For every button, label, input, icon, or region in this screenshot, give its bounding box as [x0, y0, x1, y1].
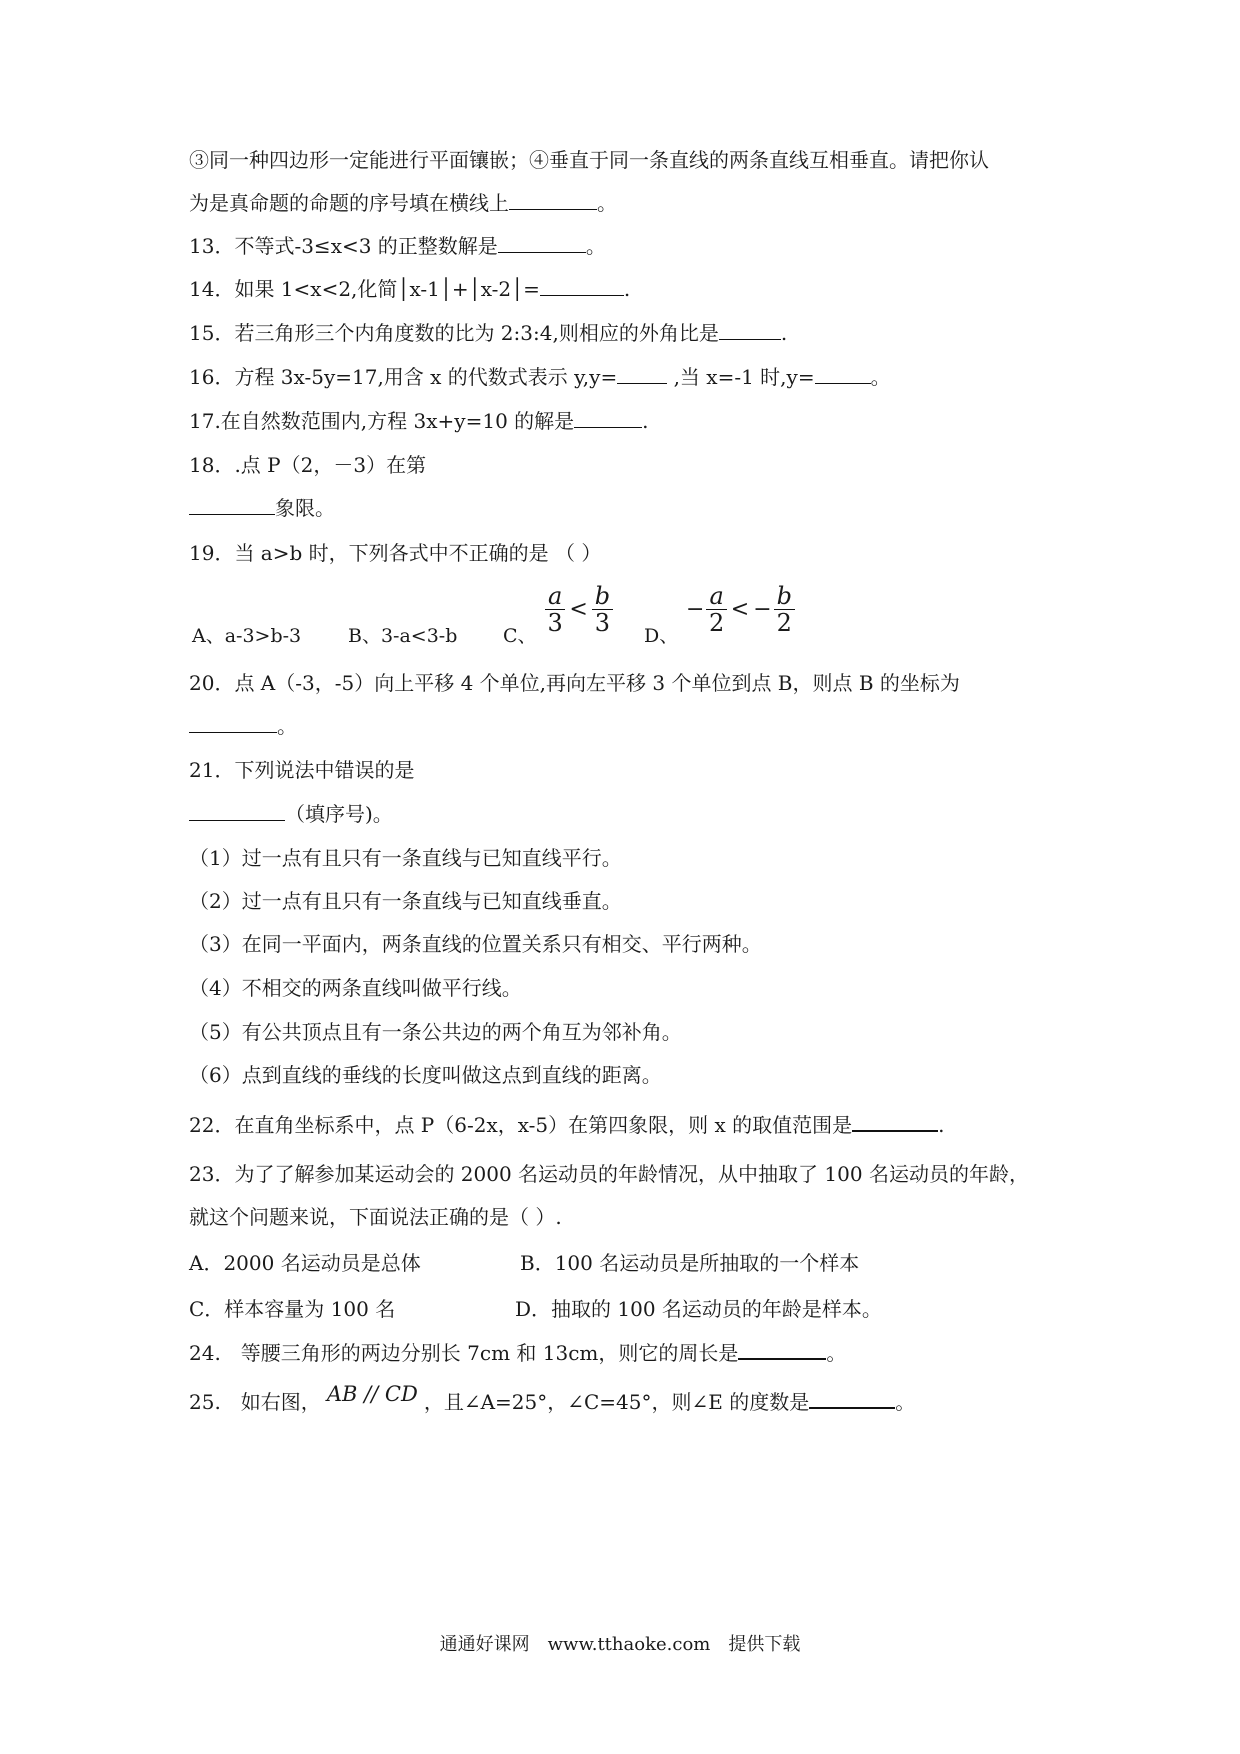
q21-item-1	[189, 844, 622, 872]
q23-option-d[interactable]	[515, 1295, 882, 1323]
q16	[189, 363, 891, 391]
q19-d-minus-1: −	[686, 597, 705, 622]
q21-item-6-text: （6）点到直线的垂线的长度叫做这点到直线的距离。	[189, 1063, 662, 1087]
q16-answer-blank-2[interactable]	[815, 365, 871, 384]
q12-line2-end: 。	[597, 191, 617, 215]
q20-end: 。	[277, 714, 297, 738]
q19-d-frac-b	[774, 583, 795, 636]
q17-text: 17.在自然数范围内,方程 3x+y=10 的解是	[189, 409, 575, 433]
q21-item-4	[189, 974, 522, 1002]
q19-c-relation: <	[569, 597, 588, 622]
q19-d-frac-a	[706, 583, 726, 636]
q21-text: 21．下列说法中错误的是	[189, 758, 415, 782]
q19-option-c-text: C、	[503, 625, 537, 647]
footer-text: 通通好课网 www.tthaoke.com 提供下载	[439, 1634, 801, 1655]
q18-answer-blank[interactable]	[189, 496, 275, 515]
q24-text: 24. 等腰三角形的两边分别长 7cm 和 13cm，则它的周长是	[189, 1341, 739, 1365]
q19-d-num-a: a	[706, 583, 726, 610]
q21-item-3	[189, 930, 762, 958]
q19-c-num-a: a	[545, 583, 565, 610]
q19-option-b-label: B、3-a<3-b	[348, 625, 458, 647]
q24	[189, 1339, 846, 1367]
q13	[189, 232, 606, 260]
q24-answer-blank[interactable]	[738, 1340, 826, 1360]
q12-line1-text: ③同一种四边形一定能进行平面镶嵌；④垂直于同一条直线的两条直线互相垂直。请把你认	[189, 148, 989, 172]
q19-c-den-a: 3	[547, 609, 563, 637]
q21-line2	[189, 800, 393, 828]
q25-end: 。	[895, 1390, 916, 1414]
q18-end: 象限。	[275, 496, 335, 520]
q21-item-5	[189, 1018, 682, 1046]
q25-parallel-formula: AB // CD	[326, 1382, 418, 1406]
q17-answer-blank[interactable]	[574, 409, 642, 428]
q15-text: 15．若三角形三个内角度数的比为 2:3:4,则相应的外角比是	[189, 321, 719, 345]
q12-line1	[189, 146, 989, 174]
q18-line1	[189, 451, 426, 479]
q14-answer-blank[interactable]	[540, 277, 624, 296]
q19-option-c-label[interactable]	[503, 622, 537, 650]
q16-text: 16．方程 3x-5y=17,用含 x 的代数式表示 y,y=	[189, 365, 618, 389]
q19-option-a-label: A、a-3>b-3	[192, 625, 302, 647]
q18-line2	[189, 494, 335, 522]
q23-line1	[189, 1160, 1029, 1188]
q14-text: 14．如果 1<x<2,化简│x-1│+│x-2│=	[189, 277, 540, 301]
q21-item-5-text: （5）有公共顶点且有一条公共边的两个角互为邻补角。	[189, 1020, 682, 1044]
q20-line1	[189, 669, 960, 697]
q16-end: 。	[870, 365, 891, 389]
q22-end: .	[938, 1113, 945, 1137]
q25-rest: ，且∠A=25°，∠C=45°，则∠E 的度数是	[423, 1390, 810, 1414]
q13-end: 。	[585, 234, 606, 258]
q23-option-b-text: B．100 名运动员是所抽取的一个样本	[520, 1251, 860, 1275]
q21-item-3-text: （3）在同一平面内，两条直线的位置关系只有相交、平行两种。	[189, 932, 762, 956]
q21-answer-blank[interactable]	[189, 802, 285, 821]
q21-item-1-text: （1）过一点有且只有一条直线与已知直线平行。	[189, 846, 622, 870]
q25	[189, 1382, 916, 1416]
q19-c-frac-b	[592, 583, 613, 636]
q25-text: 25. 如右图，	[189, 1390, 321, 1414]
q19-text: 19．当 a>b 时，下列各式中不正确的是 （ ）	[189, 541, 602, 565]
q18-text: 18．.点 P（2，－3）在第	[189, 453, 427, 477]
q15	[189, 319, 787, 347]
q19-c-frac-a	[545, 583, 565, 636]
q23-option-c-text: C．样本容量为 100 名	[189, 1297, 396, 1321]
q20-text: 20．点 A（-3，-5）向上平移 4 个单位,再向左平移 3 个单位到点 B，则点 B 的坐标为	[189, 671, 960, 695]
q21-item-6	[189, 1061, 662, 1089]
q19	[189, 539, 601, 567]
q19-c-num-b: b	[592, 583, 613, 610]
page-footer	[0, 1630, 1240, 1656]
q19-d-den-b: 2	[776, 609, 792, 637]
q19-d-num-b: b	[774, 583, 795, 610]
q22-text: 22．在直角坐标系中，点 P（6-2x，x-5）在第四象限，则 x 的取值范围是	[189, 1113, 853, 1137]
q17	[189, 407, 649, 435]
q12-answer-blank[interactable]	[509, 191, 597, 210]
q21-end: （填序号)。	[285, 802, 393, 826]
q23-line2	[189, 1203, 562, 1231]
q12-line2-text: 为是真命题的命题的序号填在横线上	[189, 191, 509, 215]
q15-answer-blank[interactable]	[719, 321, 781, 340]
q12-line2	[189, 189, 617, 217]
q19-option-a[interactable]	[192, 622, 301, 650]
q20-answer-blank[interactable]	[189, 714, 277, 733]
q19-option-d-text: D、	[644, 625, 679, 647]
q19-option-d-formula	[686, 583, 795, 636]
q17-end: .	[642, 409, 649, 433]
q15-end: .	[780, 321, 788, 345]
q23-line2-text: 就这个问题来说，下面说法正确的是（ ）.	[189, 1205, 562, 1229]
q22-answer-blank[interactable]	[852, 1112, 938, 1132]
q16-answer-blank-1[interactable]	[617, 365, 667, 384]
q21-item-4-text: （4）不相交的两条直线叫做平行线。	[189, 976, 522, 1000]
q19-option-c-formula	[545, 583, 613, 636]
q24-end: 。	[826, 1341, 847, 1365]
q19-c-den-b: 3	[594, 609, 611, 637]
q19-d-minus-2: −	[753, 597, 772, 622]
q23-option-a-text: A．2000 名运动员是总体	[189, 1251, 421, 1275]
q25-answer-blank[interactable]	[809, 1389, 895, 1409]
q23-option-d-text: D．抽取的 100 名运动员的年龄是样本。	[515, 1297, 882, 1321]
q20-line2	[189, 712, 297, 740]
q23-line1-text: 23．为了了解参加某运动会的 2000 名运动员的年龄情况，从中抽取了 100 名运动员的年龄，	[189, 1162, 1029, 1186]
q23-option-c[interactable]	[189, 1295, 395, 1323]
q16-mid: ,当 x=-1 时,y=	[667, 365, 815, 389]
q19-option-d-label[interactable]	[644, 622, 678, 650]
q14	[189, 275, 630, 303]
q21-item-2-text: （2）过一点有且只有一条直线与已知直线垂直。	[189, 889, 622, 913]
q23-option-b[interactable]	[520, 1249, 859, 1277]
q19-d-den-a: 2	[708, 609, 725, 637]
q21-line1	[189, 756, 414, 784]
q19-option-b[interactable]	[348, 622, 457, 650]
q21-item-2	[189, 887, 622, 915]
q23-option-a[interactable]	[189, 1249, 421, 1277]
q22	[189, 1111, 945, 1139]
q19-d-relation: <	[730, 597, 750, 622]
q13-text: 13．不等式-3≤x<3 的正整数解是	[189, 234, 498, 258]
q14-end: .	[623, 277, 631, 301]
q13-answer-blank[interactable]	[498, 234, 586, 253]
